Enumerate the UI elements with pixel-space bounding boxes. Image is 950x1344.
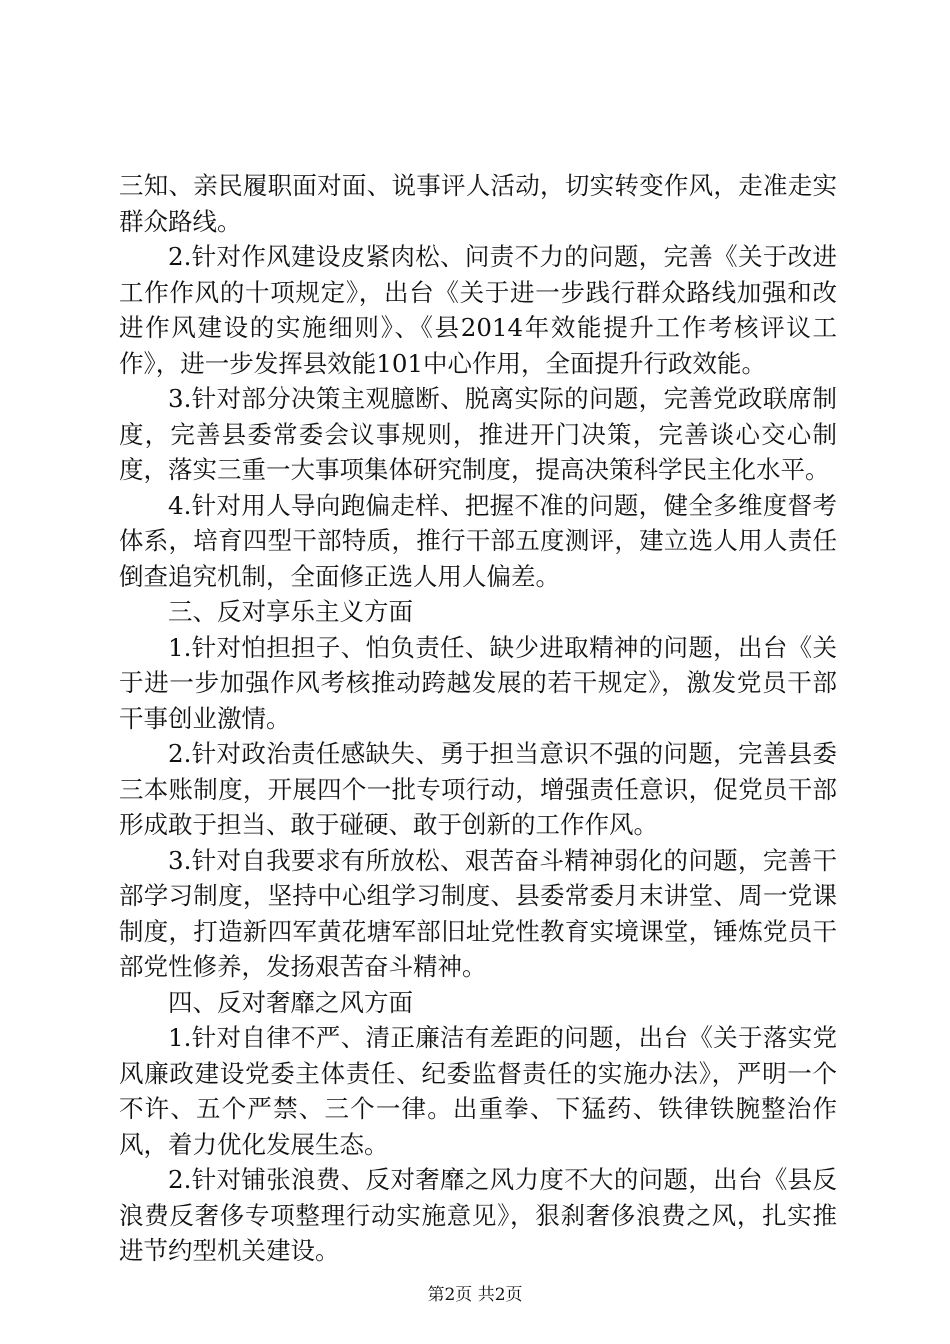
paragraph-hedonism-1: 1.针对怕担担子、怕负责任、缺少进取精神的问题，出台《关于进一步加强作风考核推动跨越发展的若干规定》，激发党员干部干事创业激情。 xyxy=(119,632,837,733)
page-footer xyxy=(0,1280,950,1305)
page-number: 第2页 共2页 xyxy=(427,1285,523,1305)
paragraph-3-decision: 3.针对部分决策主观臆断、脱离实际的问题，完善党政联席制度，完善县委常委会议事规则，推进开门决策，完善谈心交心制度，落实三重一大事项集体研究制度，提高决策科学民主化水平。 xyxy=(119,384,837,484)
paragraph-extravagance-1: 1.针对自律不严、清正廉洁有差距的问题，出台《关于落实党风廉政建设党委主体责任、纪委监督责任的实施办法》，严明一个不许、五个严禁、三个一律。出重拳、下猛药、铁律铁腕整治作风，着力优化发展生态。 xyxy=(119,1023,837,1159)
paragraph-extravagance-2: 2.针对铺张浪费、反对奢靡之风力度不大的问题，出台《县反浪费反奢侈专项整理行动实施意见》，狠刹奢侈浪费之风，扎实推进节约型机关建设。 xyxy=(119,1165,837,1265)
paragraph-2-efficiency: 2.针对作风建设皮紧肉松、问责不力的问题，完善《关于改进工作作风的十项规定》，出台《关于进一步践行群众路线加强和改进作风建设的实施细则》、《县2014年效能提升工作考核评议工作》，进一步发挥县效能101中心作用，全面提升行政效能。 xyxy=(119,242,837,378)
paragraph-hedonism-2: 2.针对政治责任感缺失、勇于担当意识不强的问题，完善县委三本账制度，开展四个一批专项行动，增强责任意识，促党员干部形成敢于担当、敢于碰硬、敢于创新的工作作风。 xyxy=(119,739,837,839)
paragraph-hedonism-3: 3.针对自我要求有所放松、艰苦奋斗精神弱化的问题，完善干部学习制度，坚持中心组学习制度、县委常委月末讲堂、周一党课制度，打造新四军黄花塘军部旧址党性教育实境课堂，锤炼党员干部党性修养，发扬艰苦奋斗精神。 xyxy=(119,845,837,981)
paragraph-continuation: 三知、亲民履职面对面、说事评人活动，切实转变作风，走准走实群众路线。 xyxy=(119,171,837,236)
paragraph-4-personnel: 4.针对用人导向跑偏走样、把握不准的问题，健全多维度督考体系，培育四型干部特质，推行干部五度测评，建立选人用人责任倒查追究机制，全面修正选人用人偏差。 xyxy=(119,490,837,591)
section-heading-hedonism: 三、反对享乐主义方面 xyxy=(168,597,413,626)
section-heading-extravagance: 四、反对奢靡之风方面 xyxy=(168,987,413,1017)
document-body xyxy=(119,168,837,1269)
